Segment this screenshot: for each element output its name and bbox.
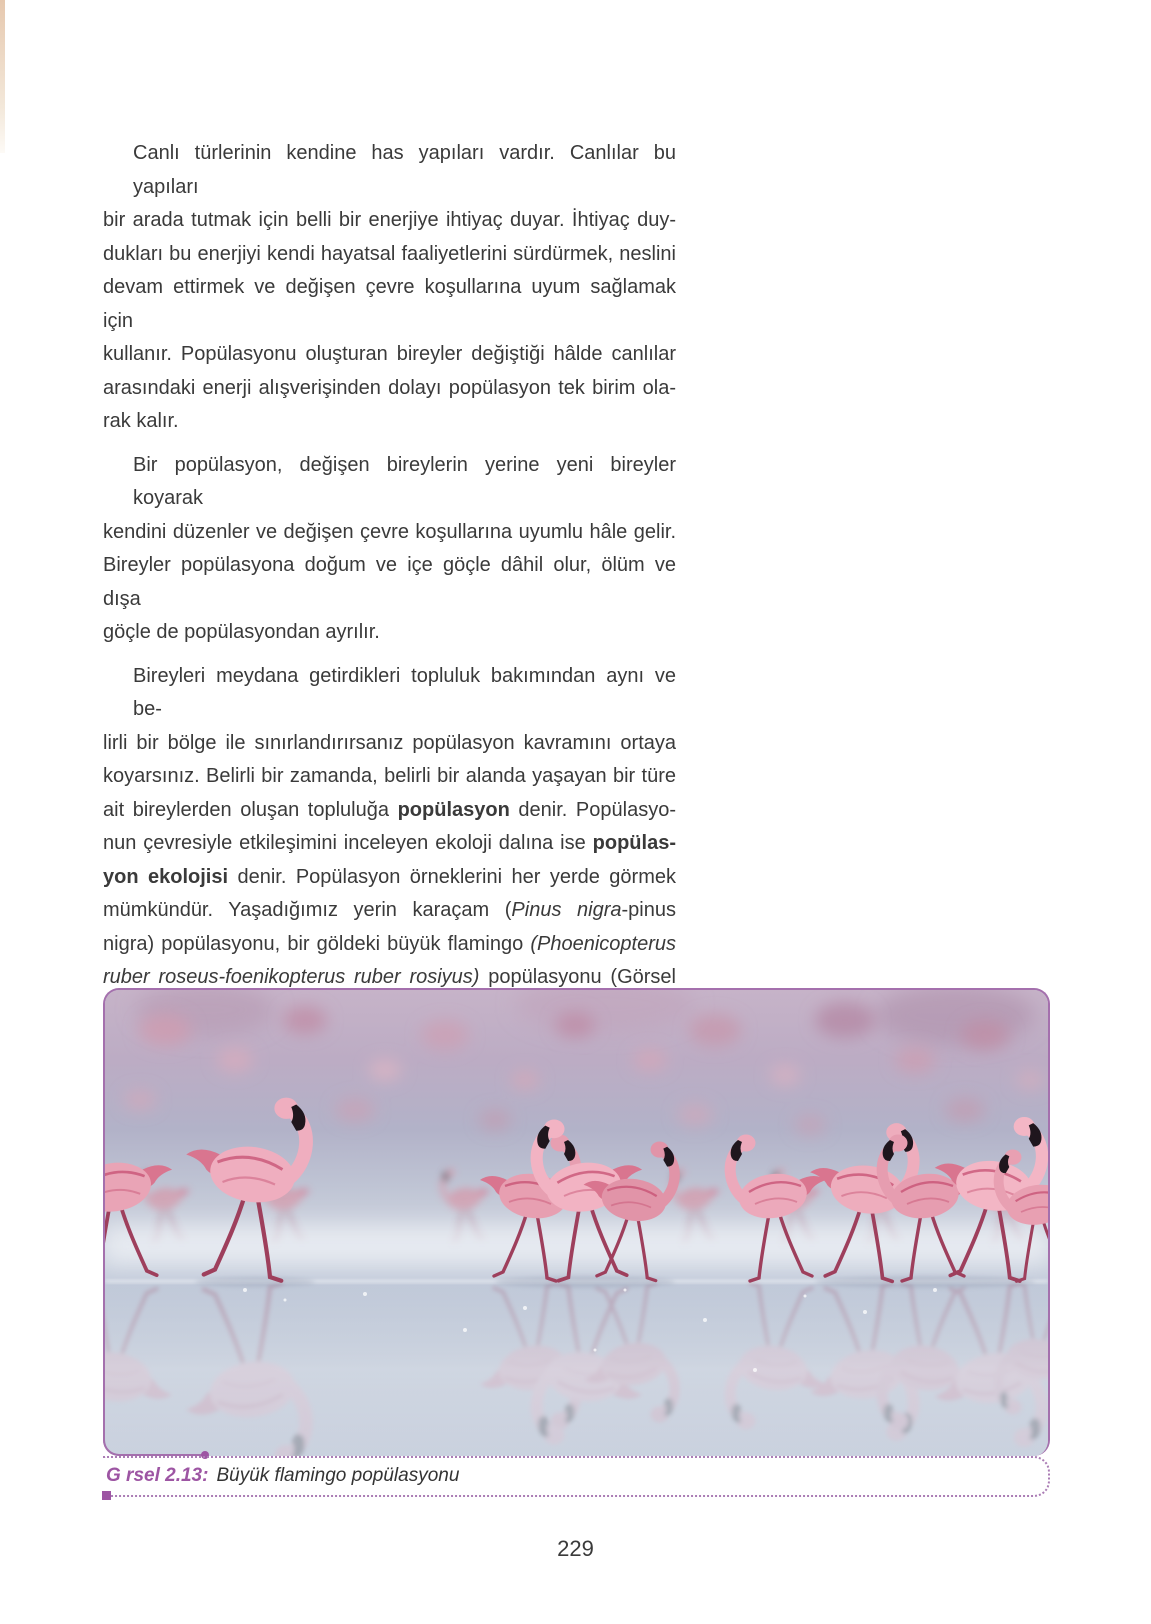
text-line: mümkündür. Yaşadığımız yerin karaçam (Pinus nigra-pinus [103, 899, 676, 921]
text-line: kendini düzenler ve değişen çevre koşullarına uyumlu hâle gelir. [103, 520, 676, 543]
text-line: Bireyler popülasyona doğum ve içe göçle dâhil olur, ölüm ve dışa [103, 554, 676, 610]
page-number: 229 [557, 1536, 594, 1561]
text-line: rak kalır. [103, 410, 179, 432]
text-line: devam ettirmek ve değişen çevre koşullarına uyum sağlamak için [103, 276, 676, 332]
text-line: Bir popülasyon, değişen bireylerin yerine yeni bireyler koyarak [133, 453, 676, 509]
text-line: kullanır. Popülasyonu oluşturan bireyler değiştiği hâlde canlılar [103, 343, 676, 365]
text-line: Bireyleri meydana getirdikleri topluluk bakımından aynı ve be- [133, 664, 676, 720]
flamingo-photo-illustration [105, 990, 1048, 1456]
text-line: arasındaki enerji alışverişinden dolayı popülasyon tek birim ola- [103, 376, 676, 399]
text-line: ruber roseus-foenikopterus ruber rosiyus) popülasyonu (Görsel [103, 966, 677, 988]
text-line: nigra) popülasyonu, bir göldeki büyük flamingo (Phoenicopterus [103, 932, 676, 955]
text-line: koyarsınız. Belirli bir zamanda, belirli bir alanda yaşayan bir türe [103, 765, 676, 787]
flamingo-photo [103, 988, 1050, 1456]
text-line: göçle de popülasyondan ayrılır. [103, 621, 380, 643]
text-line: yon ekolojisi denir. Popülasyon örneklerini her yerde görmek [103, 865, 676, 888]
figure-caption [103, 1456, 1050, 1497]
text-line: bir arada tutmak için belli bir enerjiye ihtiyaç duyar. İhtiyaç duy- [103, 209, 676, 231]
text-line: nun çevresiyle etkileşimini inceleyen ekoloji dalına ise popülas- [103, 832, 676, 854]
text-line: lirli bir bölge ile sınırlandırırsanız popülasyon kavramını ortaya [103, 731, 676, 754]
figure-caption-text: Büyük flamingo popülasyonu [216, 1465, 460, 1486]
paragraph [103, 137, 676, 439]
text-line: dukları bu enerjiyi kendi hayatsal faaliyetlerini sürdürmek, neslini [103, 242, 676, 265]
text-line: ait bireylerden oluşan topluluğa popülasyon denir. Popülasyo- [103, 798, 676, 821]
text-line: Canlı türlerinin kendine has yapıları vardır. Canlılar bu yapıları [133, 142, 676, 198]
page-edge-accent-stripe [0, 0, 5, 153]
figure-square-marker [102, 1491, 111, 1500]
figure-2-13 [103, 988, 1050, 1497]
figure-caption-label: G rsel 2.13: [106, 1465, 209, 1486]
paragraph [103, 449, 676, 650]
figure-caption-line [106, 1465, 1048, 1487]
